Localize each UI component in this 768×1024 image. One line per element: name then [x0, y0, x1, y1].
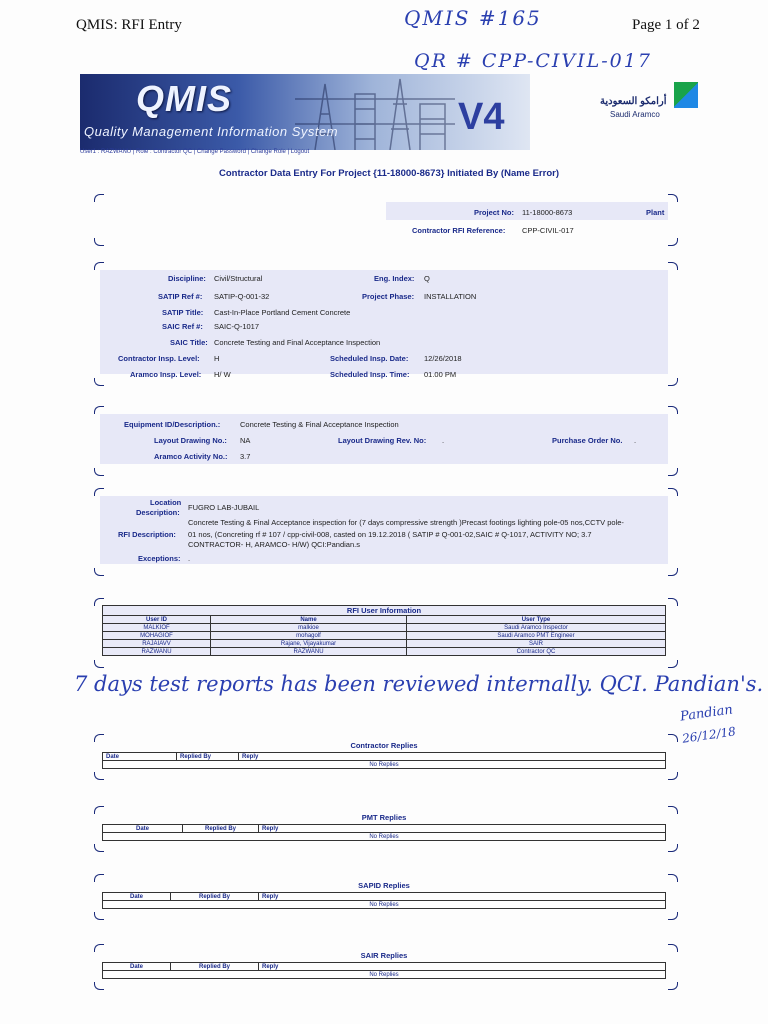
scheduled-date-label: Scheduled Insp. Date:: [330, 354, 409, 363]
pmt-replies-table: [102, 824, 666, 841]
reply-by-header: Replied By: [177, 753, 239, 761]
project-phase-label: Project Phase:: [362, 292, 415, 301]
aramco-star-icon: [674, 82, 698, 108]
contractor-insp-level-value: H: [214, 354, 220, 363]
handwritten-date: 26/12/18: [681, 724, 737, 746]
project-phase-value: INSTALLATION: [424, 292, 477, 301]
user-id-cell: MALKIOF: [103, 624, 211, 632]
location-value: FUGRO LAB-JUBAIL: [188, 503, 260, 512]
rfi-description-line-1: Concrete Testing & Final Acceptance inspection for (7 days compressive strength )Precast footings lighting pole-05 nos,CCTV pole-: [188, 518, 624, 527]
table-row: [103, 648, 666, 656]
saic-ref-value: SAIC-Q-1017: [214, 322, 260, 331]
scheduled-date-value: 12/26/2018: [424, 354, 462, 363]
satip-ref-value: SATIP-Q-001-32: [214, 292, 270, 301]
project-no-value: 11-18000-8673: [522, 208, 573, 217]
qmis-logo: QMIS: [136, 78, 233, 119]
rfi-description-line-2: 01 nos, (Concreting rf # 107 / cpp-civil-008, casted on 19.12.2018 ( SATIP # Q-001-02,SAIC # Q-1017, ACTIVITY NO; 3.7: [188, 530, 592, 539]
user-name-cell: malkioe: [211, 624, 407, 632]
contractor-replies-title: Contractor Replies: [350, 741, 418, 750]
handwritten-qr-number: QR # CPP-CIVIL-017: [414, 50, 652, 72]
user-id-cell: RAZWANU: [103, 648, 211, 656]
user-name-cell: Rajane, Vijayakumar: [211, 640, 407, 648]
reply-header: Reply: [239, 753, 666, 761]
eng-index-label: Eng. Index:: [374, 274, 415, 283]
saic-title-label: SAIC Title:: [170, 338, 208, 347]
user-name-cell: mohagolf: [211, 632, 407, 640]
rfi-description-label: RFI Description:: [118, 530, 176, 539]
discipline-label: Discipline:: [168, 274, 206, 283]
purchase-order-value: .: [634, 436, 637, 445]
purchase-order-label: Purchase Order No.: [552, 436, 623, 445]
no-replies-cell: No Replies: [103, 761, 666, 769]
user-id-cell: RAJAIAVV: [103, 640, 211, 648]
no-replies-cell: No Replies: [103, 901, 666, 909]
rfi-user-table-title: RFI User Information: [103, 606, 666, 616]
scheduled-time-value: 01.00 PM: [424, 370, 457, 379]
no-replies-cell: No Replies: [103, 971, 666, 979]
location-label-2: Description:: [136, 508, 180, 517]
user-id-cell: MOHAGIOF: [103, 632, 211, 640]
layout-drawing-value: NA: [240, 436, 251, 445]
satip-title-value: Cast-In-Place Portland Cement Concrete: [214, 308, 351, 317]
rfi-user-table: [102, 605, 666, 656]
exceptions-value: .: [188, 554, 191, 563]
scheduled-time-label: Scheduled Insp. Time:: [330, 370, 410, 379]
satip-ref-label: SATIP Ref #:: [158, 292, 203, 301]
page-number: Page 1 of 2: [632, 17, 700, 33]
print-title: QMIS: RFI Entry: [76, 17, 182, 33]
user-type-cell: Contractor QC: [407, 648, 666, 656]
reply-by-header: Replied By: [171, 893, 259, 901]
user-type-cell: SAIR: [407, 640, 666, 648]
user-type-cell: Saudi Aramco Inspector: [407, 624, 666, 632]
reply-by-header: Replied By: [171, 963, 259, 971]
version-label: V4: [458, 96, 505, 138]
satip-title-label: SATIP Title:: [162, 308, 204, 317]
rfi-user-header-id: User ID: [103, 616, 211, 624]
rfi-description-line-3: CONTRACTOR- H, ARAMCO- H/W) QCI:Pandian.s: [188, 540, 360, 549]
handwritten-signature: Pandian: [679, 702, 734, 725]
rfi-user-header-name: Name: [211, 616, 407, 624]
handwritten-review-note: 7 days test reports has been reviewed internally. QCI. Pandian's.: [74, 672, 764, 696]
sair-replies-table: [102, 962, 666, 979]
user-type-cell: Saudi Aramco PMT Engineer: [407, 632, 666, 640]
aramco-insp-level-value: H/ W: [214, 370, 231, 379]
aramco-activity-label: Aramco Activity No.:: [154, 452, 228, 461]
no-replies-cell: No Replies: [103, 833, 666, 841]
rfi-reference-label: Contractor RFI Reference:: [412, 226, 506, 235]
aramco-insp-level-label: Aramco Insp. Level:: [130, 370, 202, 379]
handwritten-qmis-number: QMIS #165: [404, 6, 542, 30]
eng-index-value: Q: [424, 274, 430, 283]
aramco-english-name: Saudi Aramco: [610, 110, 660, 119]
reply-by-header: Replied By: [183, 825, 259, 833]
reply-header: Reply: [259, 825, 666, 833]
user-bar[interactable]: User1 : RAZWANU | Role : Contractor QC | Change Password | Change Role | Logout: [80, 149, 310, 155]
equipment-value: Concrete Testing & Final Acceptance Inspection: [240, 420, 399, 429]
exceptions-label: Exceptions:: [138, 554, 181, 563]
table-row: [103, 632, 666, 640]
location-label-1: Location: [150, 498, 182, 507]
reply-date-header: Date: [103, 963, 171, 971]
pmt-replies-title: PMT Replies: [361, 813, 407, 822]
layout-drawing-label: Layout Drawing No.:: [154, 436, 227, 445]
sapid-replies-table: [102, 892, 666, 909]
contractor-replies-table: [102, 752, 666, 769]
reply-header: Reply: [259, 893, 666, 901]
table-row: [103, 640, 666, 648]
discipline-value: Civil/Structural: [214, 274, 263, 283]
equipment-label: Equipment ID/Description.:: [124, 420, 221, 429]
table-row: [103, 624, 666, 632]
layout-rev-label: Layout Drawing Rev. No:: [338, 436, 427, 445]
sair-replies-title: SAIR Replies: [360, 951, 408, 960]
page-heading: Contractor Data Entry For Project {11-18000-8673} Initiated By (Name Error): [218, 168, 559, 179]
contractor-insp-level-label: Contractor Insp. Level:: [118, 354, 200, 363]
rfi-reference-value: CPP-CIVIL-017: [522, 226, 574, 235]
aramco-activity-value: 3.7: [240, 452, 251, 461]
plant-label: Plant: [646, 208, 665, 217]
reply-date-header: Date: [103, 753, 177, 761]
reply-date-header: Date: [103, 893, 171, 901]
saudi-aramco-logo: [600, 80, 700, 124]
reply-header: Reply: [259, 963, 666, 971]
user-name-cell: RAZWANU: [211, 648, 407, 656]
qmis-subtitle: Quality Management Information System: [84, 124, 339, 139]
saic-ref-label: SAIC Ref #:: [162, 322, 203, 331]
layout-rev-value: .: [442, 436, 445, 445]
saic-title-value: Concrete Testing and Final Acceptance Inspection: [214, 338, 381, 347]
project-no-label: Project No:: [474, 208, 515, 217]
reply-date-header: Date: [103, 825, 183, 833]
aramco-arabic-name: أرامكو السعودية: [600, 96, 667, 107]
rfi-user-header-type: User Type: [407, 616, 666, 624]
sapid-replies-title: SAPID Replies: [358, 881, 410, 890]
